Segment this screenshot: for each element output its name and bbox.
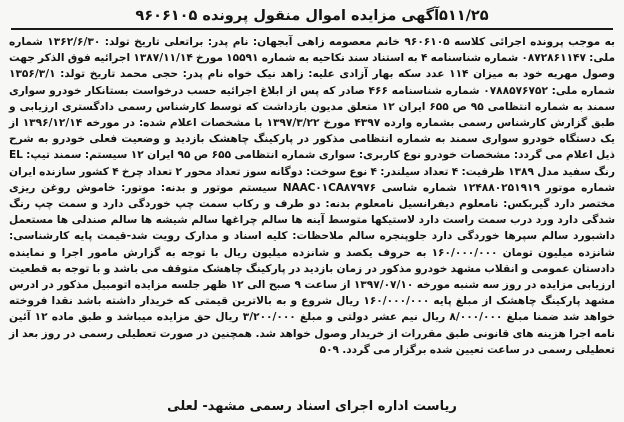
notice-body: به موجب پرونده اجرائی کلاسه ۹۶۰۶۱۰۵ خانم معصومه زاهی آبجهان: نام پدر: براتعلی تاریخ تولد: ۱۳۶۲/۶/۳۰ شماره ملی: ۰۸۷۲۸۶۱۱۴۷ شماره شناسنامه ۴ به استناد سند نکاحیه به شماره ۱۵۵۹۱ مورخ ۱۳۸۷/۱۱/۱۴ اجرائیه فوق الذکر جهت وصول مهریه خود به میزان ۱۱۴ عدد سکه بهار آزادی علیه: زاهد نیک خواه نام پدر: حجی محمد تاریخ تولد: ۱۳۵۶/۳/۱ شماره ملی: ۰۷۸۸۵۷۶۷۵۲ شماره شناسنامه ۴۶۶ صادر که پس از ابلاغ اجرائیه حسب درخواست بستانکار خودرو سواری سمند به شماره انتظامی ۹۵ ص ۶۵۵ ایران ۱۲ متعلق مدیون بازداشت که توسط کارشناس رسمی دادگستری ارزیابی و طبق گزارش کارشناس رسمی بشماره وارده ۴۳۹۷ مورخ ۱۳۹۷/۳/۲۲ با مشخصات اعلام شده: در مورخه ۱۳۹۶/۱۲/۱۴ از یک دستگاه خودرو سواری سمند به شماره انتظامی مذکور در پارکینگ چاهشک بازدید و وضعیت فعلی خودرو به شرح ذیل اعلام می گردد: مشخصات خودرو نوع کاربری: سواری شماره انتظامی ۶۵۵ ص ۹۵ ایران ۱۲ سیستم: سمند تیپ: EL رنگ سفید مدل ۱۳۸۹ ظرفیت: ۴ تعداد سیلندر: ۴ نوع سوخت: دوگانه سوز تعداد محور ۲ تعداد چرخ ۴ کشور سازنده ایران شماره موتور ۱۲۴۸۸۰۲۵۱۹۱۹ شماره شاسی NAAC۰۱CA۸۷۹۷۶ سیستم موتور و بدنه: موتور: خاموش روغن ریزی مختصر دارد گیربکس: نامعلوم دیفرانسیل نامعلوم بدنه: دو طرف و رکاب سمت چپ خوردگی دارد و سمت چپ رنگ شدگی دارد ورد درب سمت راست دارد لاستیکها متوسط آینه ها سالم چراغها سالم شیشه ها سالم صندلی ها مستعمل داشبورد سالم سپرها خوردگی دارد جلوپنجره سالم ملاحظات: کلیه اسناد و مدارک رویت شد-قیمت پایه کارشناسی: شانزده میلیون تومان ۱۶۰/۰۰۰/۰۰۰ به حروف یکصد و شانزده میلیون ریال با توجه به گزارش مامور اجرا و نماینده دادستان عمومی و انقلاب مشهد خودرو مذکور در زمان بازدید در پارکینگ چاهشک متوقف می باشد و با توجه به قطعیت ارزیابی مزایده در روز سه شنبه مورخه ۱۳۹۷/۰۷/۱۰ از ساعت ۹ صبح الی ۱۲ ظهر جلسه مزایده اتومبیل مذکور در ادرس مشهد پارکینگ چاهشک از مبلغ پایه ۱۶۰/۰۰۰/۰۰۰ ریال شروع و به بالاترین قیمتی که خریدار داشته باشد نقدا فروخته خواهد شد ضمنا مبلغ ۸/۰۰۰/۰۰۰ ریال نیم عشر دولتی و مبلغ ۳/۲۰۰/۰۰۰ ریال حق مزایده میباشد و طبق ماده ۱۲ آئین نامه اجرا هزینه های قانونی طبق مقررات از خریدار وصول خواهد شد. همچنین در صورت تعطیلی رسمی در روز بعد از تعطیلی رسمی در ساعت تعیین شده برگزار می گردد. ۵۰۹ — [9, 36, 616, 356]
notice-title: ۵۱۱/۲۵آگهی مزایده اموال منقول پرونده ۹۶۰۶۱۰۵ — [135, 8, 489, 24]
title-divider — [11, 28, 613, 30]
notice-signature: ریاست اداره اجرای اسناد رسمی مشهد- لعلی — [167, 399, 457, 414]
